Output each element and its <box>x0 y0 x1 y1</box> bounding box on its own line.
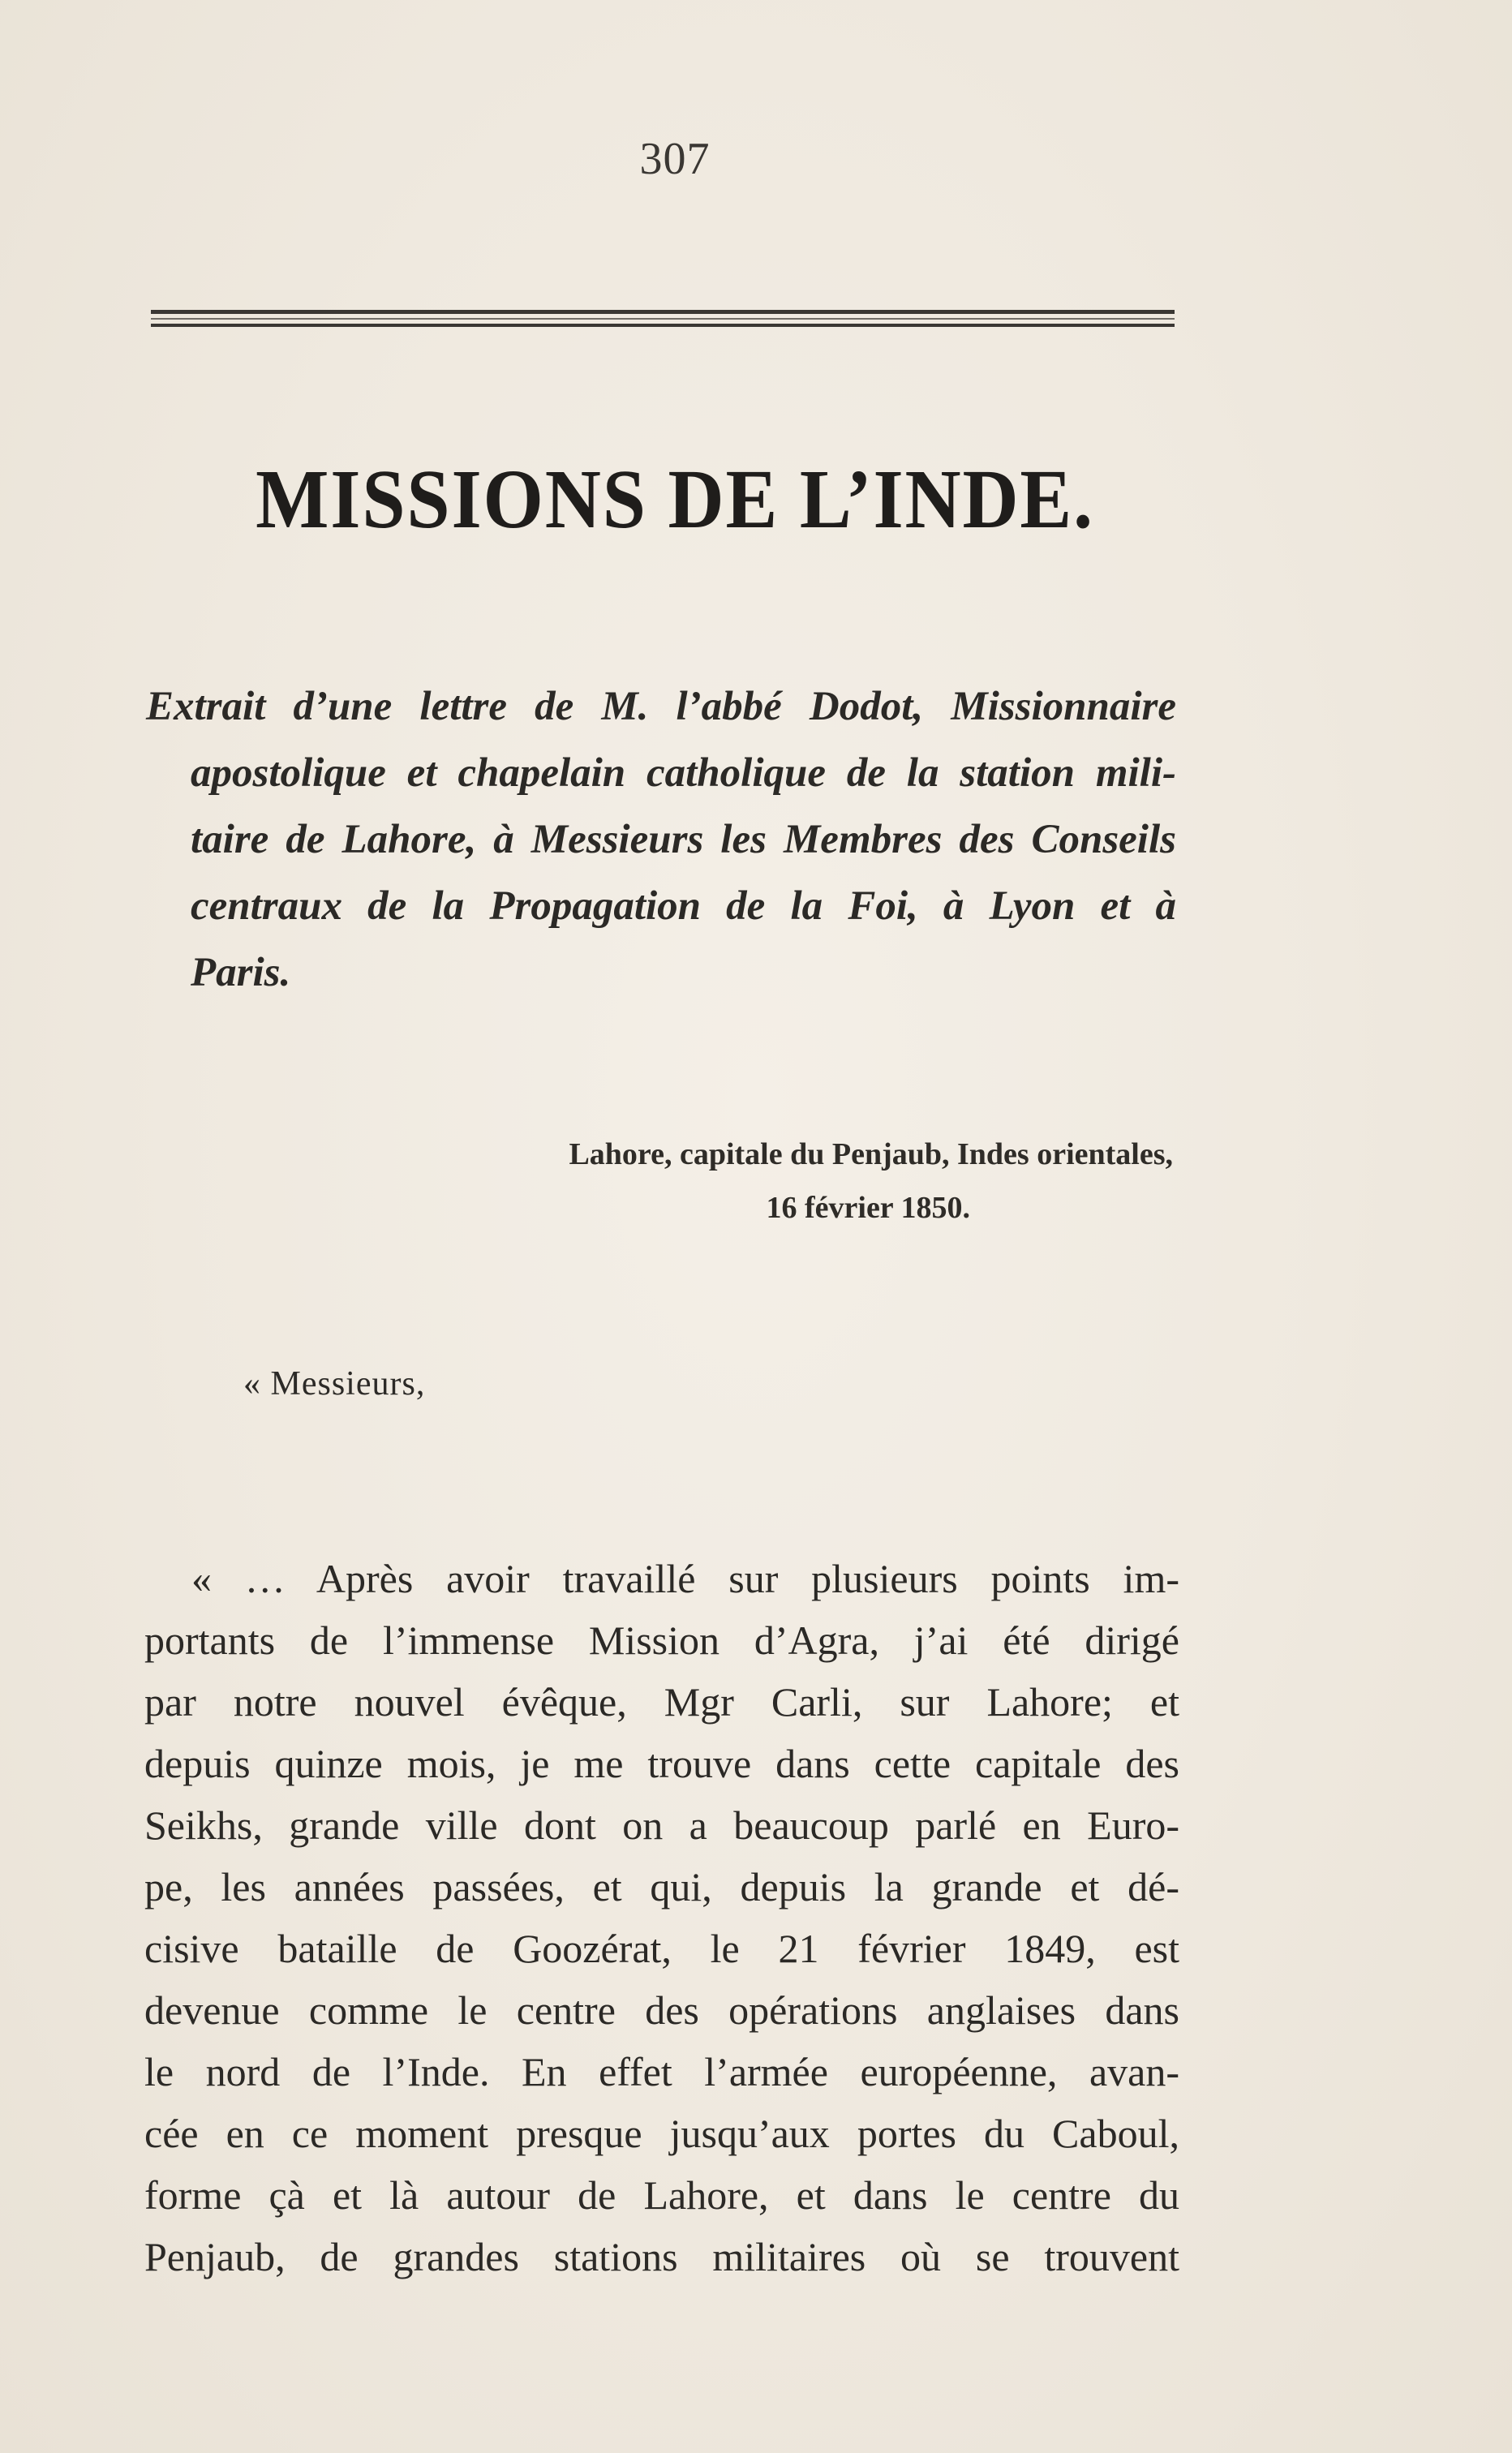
body-line: le nord de l’Inde. En effet l’armée européenne, avan- <box>144 2049 1179 2094</box>
header-rule <box>151 324 1175 327</box>
extract-line: centraux de la Propagation de la Foi, à Lyon et à <box>191 883 1176 929</box>
body-line: « … Après avoir travaillé sur plusieurs points im- <box>191 1556 1179 1601</box>
body-line: pe, les années passées, et qui, depuis la grande et dé- <box>144 1864 1179 1910</box>
salutation: « Messieurs, <box>243 1365 426 1403</box>
dateline <box>0 1128 1178 1235</box>
body-line: devenue comme le centre des opérations anglaises dans <box>144 1987 1179 2033</box>
body-line: depuis quinze mois, je me trouve dans cette capitale des <box>144 1741 1179 1786</box>
body-line: cée en ce moment presque jusqu’aux portes du Caboul, <box>144 2111 1179 2156</box>
dateline-date: 16 février 1850. <box>766 1191 970 1225</box>
body-line: portants de l’immense Mission d’Agra, j’ai été dirigé <box>144 1617 1179 1663</box>
body-line: forme çà et là autour de Lahore, et dans le centre du <box>144 2172 1179 2218</box>
header-rule <box>151 310 1175 314</box>
chapter-title: MISSIONS DE L’INDE. <box>256 453 1094 546</box>
page-number: 307 <box>639 134 711 184</box>
body-line: cisive bataille de Goozérat, le 21 février 1849, est <box>144 1926 1179 1971</box>
letter-body <box>144 1548 1179 2288</box>
extract-heading <box>146 673 1176 1006</box>
extract-line: Paris. <box>191 950 291 995</box>
dateline-place: Lahore, capitale du Penjaub, Indes orientales, <box>569 1137 1173 1171</box>
body-line: par notre nouvel évêque, Mgr Carli, sur Lahore; et <box>144 1679 1179 1725</box>
extract-line: apostolique et chapelain catholique de la station mili- <box>191 750 1176 796</box>
extract-line: Extrait d’une lettre de M. l’abbé Dodot, Missionnaire <box>146 684 1176 729</box>
extract-line: taire de Lahore, à Messieurs les Membres des Conseils <box>191 817 1176 862</box>
body-line: Seikhs, grande ville dont on a beaucoup parlé en Euro- <box>144 1802 1179 1848</box>
header-rule <box>151 318 1175 320</box>
body-line: Penjaub, de grandes stations militaires où se trouvent <box>144 2234 1179 2279</box>
